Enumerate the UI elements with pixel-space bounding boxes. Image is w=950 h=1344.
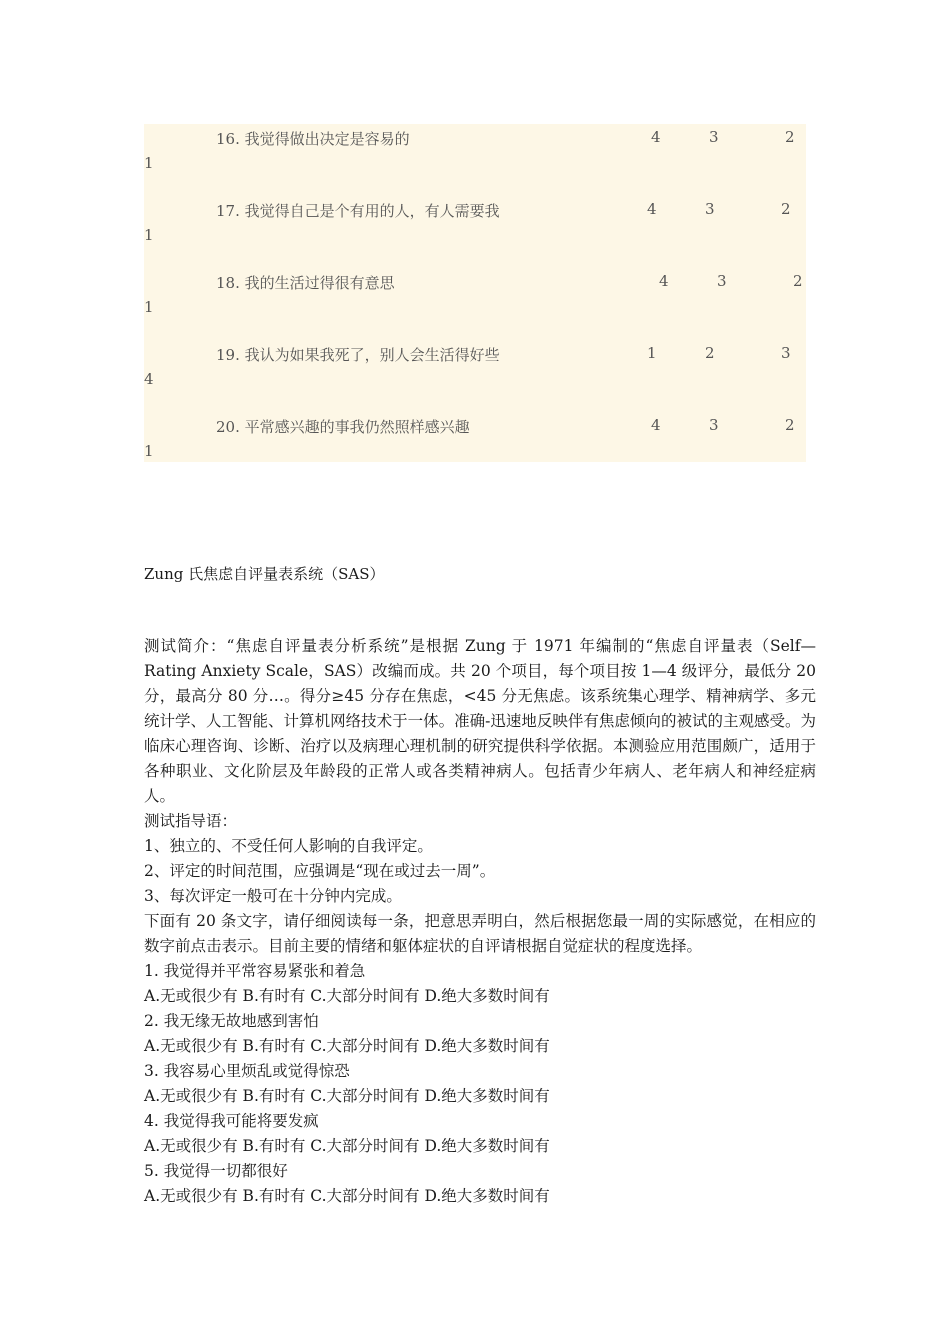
instruction-paragraph: 下面有 20 条文字，请仔细阅读每一条，把意思弄明白，然后根据您最一周的实际感觉，在相应的数字前点击表示。目前主要的情绪和躯体症状的自评请根据自觉症状的程度选择。	[144, 912, 816, 955]
item-score: 3	[709, 416, 719, 434]
guide-item: 2、评定的时间范围，应强调是“现在或过去一周”。	[144, 862, 496, 880]
item-score: 3	[717, 272, 727, 290]
item-score: 3	[705, 200, 715, 218]
guide-item: 1、独立的、不受任何人影响的自我评定。	[144, 837, 433, 855]
question-text: 5. 我觉得一切都很好	[144, 1162, 288, 1180]
item-score-last: 1	[144, 442, 154, 460]
score-row	[144, 124, 806, 196]
item-score: 4	[647, 200, 657, 218]
item-question: 19. 我认为如果我死了，别人会生活得好些	[216, 346, 500, 364]
guide-heading: 测试指导语：	[144, 812, 238, 830]
item-score: 2	[793, 272, 803, 290]
item-score: 3	[709, 128, 719, 146]
item-score-last: 1	[144, 298, 154, 316]
question-options: A.无或很少有 B.有时有 C.大部分时间有 D.绝大多数时间有	[144, 1187, 550, 1205]
item-score-last: 4	[144, 370, 154, 388]
item-score: 3	[781, 344, 791, 362]
item-score: 1	[647, 344, 657, 362]
question-options: A.无或很少有 B.有时有 C.大部分时间有 D.绝大多数时间有	[144, 1137, 550, 1155]
item-score: 4	[651, 128, 661, 146]
section-title: Zung 氏焦虑自评量表系统（SAS）	[144, 565, 385, 583]
guide-item: 3、每次评定一般可在十分钟内完成。	[144, 887, 402, 905]
item-question: 20. 平常感兴趣的事我仍然照样感兴趣	[216, 418, 470, 436]
question-options: A.无或很少有 B.有时有 C.大部分时间有 D.绝大多数时间有	[144, 987, 550, 1005]
intro-paragraph: 测试简介：“焦虑自评量表分析系统”是根据 Zung 于 1971 年编制的“焦虑自评量表（Self—Rating Anxiety Scale，SAS）改编而成。共 20 个项目，每个项目按 1—4 级评分，最低分 20 分，最高分 80 分…。得分≥45 分存在焦虑，<45 分无焦虑。该系统集心理学、精神病学、多元统计学、人工智能、计算机网络技术于一体。准确-迅速地反映伴有焦虑倾向的被试的主观感受。为临床心理咨询、诊断、治疗以及病理心理机制的研究提供科学依据。本测验应用范围颇广，适用于各种职业、文化阶层及年龄段的正常人或各类精神病人。包括青少年病人、老年病人和神经症病人。	[144, 637, 816, 805]
item-score-last: 1	[144, 154, 154, 172]
item-score: 2	[785, 128, 795, 146]
score-row	[144, 268, 806, 340]
body-text	[144, 634, 816, 1209]
question-text: 1. 我觉得并平常容易紧张和着急	[144, 962, 366, 980]
item-score: 2	[705, 344, 715, 362]
item-score: 4	[651, 416, 661, 434]
item-score: 4	[659, 272, 669, 290]
score-row	[144, 340, 806, 412]
question-text: 2. 我无缘无故地感到害怕	[144, 1012, 319, 1030]
item-question: 18. 我的生活过得很有意思	[216, 274, 395, 292]
score-row	[144, 412, 806, 484]
question-text: 3. 我容易心里烦乱或觉得惊恐	[144, 1062, 350, 1080]
item-question: 16. 我觉得做出决定是容易的	[216, 130, 410, 148]
question-options: A.无或很少有 B.有时有 C.大部分时间有 D.绝大多数时间有	[144, 1087, 550, 1105]
question-options: A.无或很少有 B.有时有 C.大部分时间有 D.绝大多数时间有	[144, 1037, 550, 1055]
question-text: 4. 我觉得我可能将要发疯	[144, 1112, 319, 1130]
score-row	[144, 196, 806, 268]
item-question: 17. 我觉得自己是个有用的人，有人需要我	[216, 202, 500, 220]
item-score: 2	[781, 200, 791, 218]
item-score-last: 1	[144, 226, 154, 244]
item-score: 2	[785, 416, 795, 434]
score-table	[144, 124, 806, 462]
